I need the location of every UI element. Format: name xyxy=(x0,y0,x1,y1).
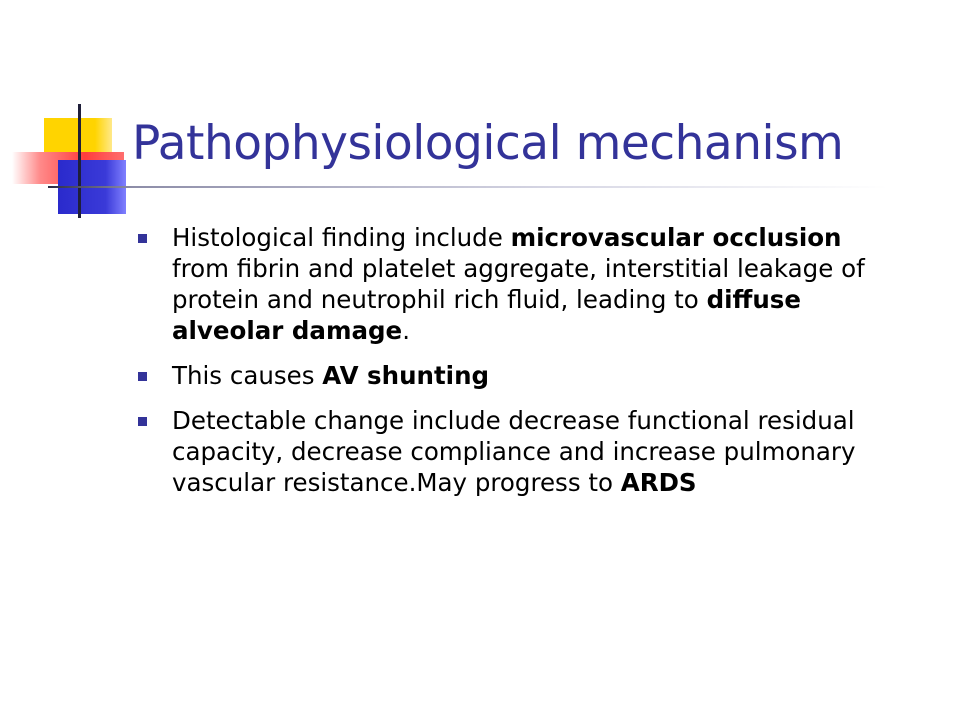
bullet-text: This causes xyxy=(172,361,323,390)
bullet-text-bold: ARDS xyxy=(620,468,697,497)
bullet-text-bold: AV shunting xyxy=(322,361,490,390)
square-bullet-icon xyxy=(138,417,147,426)
bullet-text: . xyxy=(402,316,410,345)
slide-title: Pathophysiological mechanism xyxy=(132,116,844,171)
bullet-text-bold: diffuse alveolar damage xyxy=(172,285,801,345)
bullet-text: Detectable change include decrease functional residual capacity, decrease compliance and increase pulmonary vascular resistance.May progress to xyxy=(172,406,856,497)
decorative-vertical-line xyxy=(78,104,81,218)
title-underline xyxy=(48,186,888,188)
square-bullet-icon xyxy=(138,234,147,243)
bullet-text: from fibrin and platelet aggregate, interstitial leakage of protein and neutrophil rich fluid, leading to xyxy=(172,254,865,314)
square-bullet-icon xyxy=(138,372,147,381)
bullet-list xyxy=(138,222,898,512)
bullet-item xyxy=(138,405,898,498)
bullet-item xyxy=(138,360,898,391)
bullet-item xyxy=(138,222,898,346)
bullet-text-bold: microvascular occlusion xyxy=(510,223,842,252)
bullet-text: Histological finding include xyxy=(172,223,511,252)
